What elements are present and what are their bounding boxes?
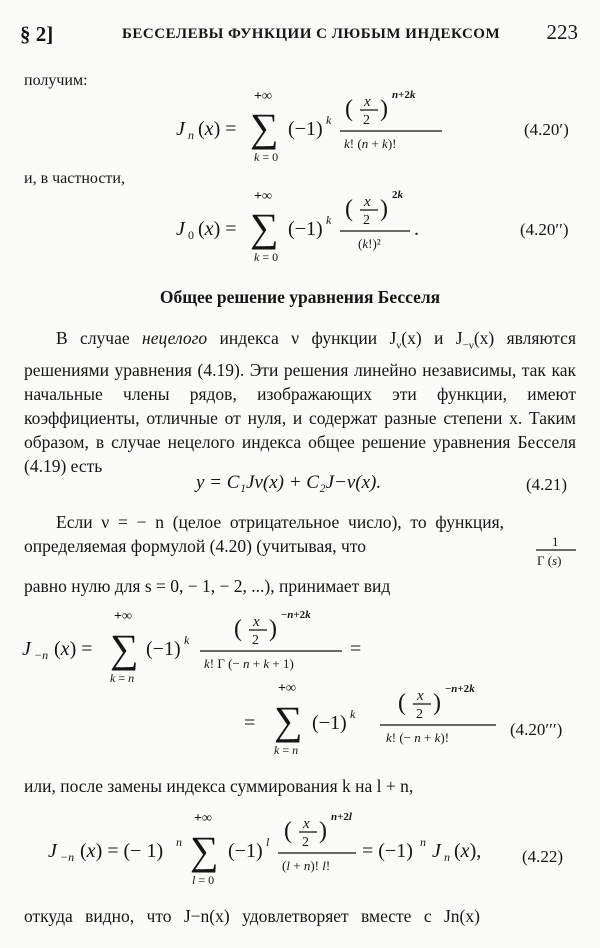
svg-text:l: l bbox=[266, 835, 270, 849]
svg-text:): ) bbox=[319, 818, 327, 844]
svg-text:J: J bbox=[176, 218, 185, 240]
paragraph-4: откуда видно, что J−n(x) удовлетворяет вместе с Jn(x) bbox=[24, 906, 480, 926]
eq-number-4-20-prime: (4.20′) bbox=[524, 120, 569, 139]
svg-text:∑: ∑ bbox=[274, 698, 303, 743]
svg-text:(: ( bbox=[345, 196, 353, 222]
svg-text:0: 0 bbox=[188, 228, 194, 242]
svg-text:): ) bbox=[380, 196, 388, 222]
text-in-particular: и, в частности, bbox=[24, 170, 125, 187]
svg-text:(k!)²: (k!)² bbox=[358, 236, 381, 251]
svg-text:∑: ∑ bbox=[190, 828, 219, 873]
svg-text:k = n: k = n bbox=[274, 743, 299, 757]
svg-text:J: J bbox=[22, 638, 31, 660]
svg-text:+∞: +∞ bbox=[194, 811, 212, 826]
svg-text:k: k bbox=[326, 213, 332, 227]
svg-text:n: n bbox=[420, 835, 426, 849]
eq-number-4-21: (4.21) bbox=[526, 475, 568, 494]
svg-text:n+2l: n+2l bbox=[331, 811, 352, 823]
svg-text:−n+2k: −n+2k bbox=[445, 683, 475, 695]
svg-text:(x) = (− 1): (x) = (− 1) bbox=[80, 840, 164, 862]
svg-text:(x) =: (x) = bbox=[198, 118, 237, 140]
svg-text:(−1): (−1) bbox=[146, 638, 181, 660]
svg-text:−n+2k: −n+2k bbox=[281, 609, 311, 621]
svg-text:= (−1): = (−1) bbox=[362, 840, 413, 862]
paragraph-3: или, после замены индекса суммирования k на l + n, bbox=[24, 776, 414, 796]
svg-text:k: k bbox=[350, 707, 356, 721]
svg-text:+∞: +∞ bbox=[278, 681, 296, 696]
svg-text:n+2k: n+2k bbox=[392, 89, 416, 101]
svg-text:): ) bbox=[269, 616, 277, 642]
svg-text:.: . bbox=[414, 218, 419, 240]
svg-text:(: ( bbox=[284, 818, 292, 844]
svg-text:(x) =: (x) = bbox=[198, 218, 237, 240]
svg-text:∑: ∑ bbox=[110, 626, 139, 671]
svg-text:−n: −n bbox=[60, 850, 75, 864]
svg-text:+∞: +∞ bbox=[114, 609, 132, 624]
svg-text:Γ (s): Γ (s) bbox=[537, 553, 562, 568]
paragraph-2-part-2: равно нулю для s = 0, − 1, − 2, ...), принимает вид bbox=[24, 576, 391, 596]
svg-text:∑: ∑ bbox=[250, 105, 279, 150]
svg-text:l = 0: l = 0 bbox=[192, 873, 215, 887]
svg-text:k! (n + k)!: k! (n + k)! bbox=[344, 136, 397, 151]
eq-number-4-20-dprime: (4.20′′) bbox=[520, 220, 569, 239]
svg-text:(−1): (−1) bbox=[228, 840, 263, 862]
svg-text:k = 0: k = 0 bbox=[254, 150, 279, 164]
svg-text:(x),: (x), bbox=[454, 840, 482, 862]
svg-text:n: n bbox=[188, 128, 194, 142]
fraction-one-over-gamma bbox=[532, 534, 582, 570]
svg-text:(−1): (−1) bbox=[288, 218, 323, 240]
svg-text:): ) bbox=[380, 96, 388, 122]
section-heading: Общее решение уравнения Бесселя bbox=[159, 287, 441, 307]
svg-text:n: n bbox=[176, 835, 182, 849]
svg-text:): ) bbox=[433, 690, 441, 716]
svg-text:x: x bbox=[303, 816, 310, 832]
svg-text:n: n bbox=[444, 850, 450, 864]
svg-text:x: x bbox=[364, 94, 371, 110]
svg-text:∑: ∑ bbox=[250, 205, 279, 250]
svg-text:−n: −n bbox=[34, 648, 49, 662]
svg-text:2: 2 bbox=[363, 113, 370, 128]
svg-text:+∞: +∞ bbox=[254, 89, 272, 104]
svg-text:J: J bbox=[432, 840, 441, 862]
eq-number-4-20-tprime: (4.20′′′) bbox=[510, 720, 563, 739]
svg-text:k: k bbox=[326, 113, 332, 127]
svg-text:2: 2 bbox=[252, 633, 259, 648]
svg-text:+∞: +∞ bbox=[254, 189, 272, 204]
svg-text:x: x bbox=[253, 614, 260, 630]
svg-text:2: 2 bbox=[363, 213, 370, 228]
svg-text:J: J bbox=[48, 840, 57, 862]
equation-4-22 bbox=[46, 806, 506, 892]
svg-text:J: J bbox=[176, 118, 185, 140]
svg-text:x: x bbox=[417, 688, 424, 704]
svg-text:=: = bbox=[244, 712, 256, 734]
svg-text:k: k bbox=[184, 633, 190, 647]
svg-text:k = 0: k = 0 bbox=[254, 250, 279, 264]
svg-text:1: 1 bbox=[552, 534, 559, 549]
svg-text:k = n: k = n bbox=[110, 671, 135, 685]
page-number: 223 bbox=[546, 20, 578, 44]
svg-text:(−1): (−1) bbox=[288, 118, 323, 140]
svg-text:k! (− n + k)!: k! (− n + k)! bbox=[386, 730, 450, 745]
svg-text:(l + n)! l!: (l + n)! l! bbox=[282, 858, 331, 873]
paragraph-1: В случае нецелого индекса ν функции $J_\nu(x)$ и $J_{-\nu}(x)$ являются решениями уравнения (4.19). Эти решения линейно независимы, так как начальные члены рядов, изображающих эти функции, имеют коэффициенты, отличные от нуля, и содержат разные степени x. Таким образом, в случае нецелого индекса общее решение уравнения Бесселя (4.19) есть bbox=[24, 328, 576, 476]
svg-text:(: ( bbox=[234, 616, 242, 642]
text-obtain: получим: bbox=[24, 72, 88, 89]
equation-4-20-dprime bbox=[170, 186, 430, 266]
svg-text:(: ( bbox=[398, 690, 406, 716]
svg-text:(: ( bbox=[345, 96, 353, 122]
svg-text:k! Γ (− n + k + 1): k! Γ (− n + k + 1) bbox=[204, 656, 294, 671]
svg-text:(−1): (−1) bbox=[312, 712, 347, 734]
equation-4-21: y = C₁Jν(x) + C₂J−ν(x). bbox=[196, 472, 382, 493]
eq-number-4-22: (4.22) bbox=[522, 847, 564, 866]
paragraph-2-part-1: Если ν = − n (целое отрицательное число), то функция, определяемая формулой (4.20) (учитывая, что bbox=[24, 512, 504, 556]
svg-text:=: = bbox=[350, 638, 362, 660]
running-title: БЕССЕЛЕВЫ ФУНКЦИИ С ЛЮБЫМ ИНДЕКСОМ bbox=[122, 26, 501, 42]
svg-text:x: x bbox=[364, 194, 371, 210]
equation-4-20-tprime-line2 bbox=[240, 678, 510, 764]
svg-text:2: 2 bbox=[416, 707, 423, 722]
equation-4-20-prime bbox=[170, 86, 460, 166]
svg-text:2k: 2k bbox=[392, 189, 403, 201]
svg-text:2: 2 bbox=[302, 835, 309, 850]
section-marker: § 2] bbox=[20, 22, 54, 46]
svg-text:(x) =: (x) = bbox=[54, 638, 93, 660]
